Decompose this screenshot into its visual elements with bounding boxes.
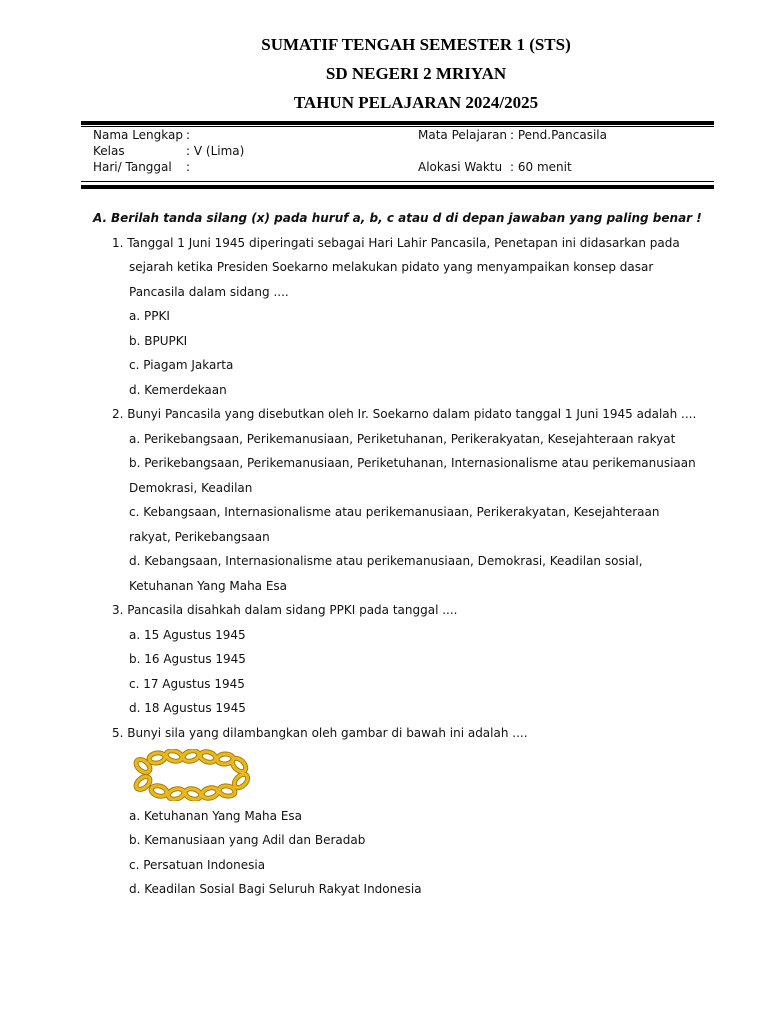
question-3-option-b: b. 16 Agustus 1945 xyxy=(129,652,246,666)
question-1-line-2: sejarah ketika Presiden Soekarno melakukan pidato yang menyampaikan konsep dasar xyxy=(129,260,654,274)
question-5-option-b: b. Kemanusiaan yang Adil dan Beradab xyxy=(129,833,366,847)
header-rule-top xyxy=(81,121,714,125)
question-2-option-c-line-2: rakyat, Perikebangsaan xyxy=(129,530,270,544)
question-2-option-b-line-1: b. Perikebangsaan, Perikemanusiaan, Periketuhanan, Internasionalisme atau perikemanusiaan xyxy=(129,456,696,470)
kelas-label: Kelas xyxy=(93,144,125,158)
nama-label: Nama Lengkap xyxy=(93,128,183,142)
question-1-line-3: Pancasila dalam sidang .... xyxy=(129,285,289,299)
question-5-option-d: d. Keadilan Sosial Bagi Seluruh Rakyat Indonesia xyxy=(129,882,422,896)
header-rule-bottom xyxy=(81,185,714,189)
academic-year: TAHUN PELAJARAN 2024/2025 xyxy=(293,93,539,112)
exam-title: SUMATIF TENGAH SEMESTER 1 (STS) xyxy=(261,35,571,54)
question-2-line-1: 2. Bunyi Pancasila yang disebutkan oleh Ir. Soekarno dalam pidato tanggal 1 Juni 1945 adalah .... xyxy=(112,407,697,421)
question-1-line-1: 1. Tanggal 1 Juni 1945 diperingati sebagai Hari Lahir Pancasila, Penetapan ini didasarkan pada xyxy=(112,236,680,250)
gold-chain-icon xyxy=(129,749,253,801)
header-rule-top-thin xyxy=(81,126,714,127)
question-2-option-d-line-1: d. Kebangsaan, Internasionalisme atau perikemanusiaan, Demokrasi, Keadilan sosial, xyxy=(129,554,643,568)
question-1-option-d: d. Kemerdekaan xyxy=(129,383,227,397)
section-a-instruction: Berilah tanda silang (x) pada huruf a, b, c atau d di depan jawaban yang paling benar ! xyxy=(111,211,702,225)
question-5-option-c: c. Persatuan Indonesia xyxy=(129,858,266,872)
question-1-option-b: b. BPUPKI xyxy=(129,334,188,348)
kelas-value: : V (Lima) xyxy=(186,144,245,158)
header-rule-bottom-thin xyxy=(81,181,714,182)
question-2-option-d-line-2: Ketuhanan Yang Maha Esa xyxy=(129,579,288,593)
mapel-value: : Pend.Pancasila xyxy=(510,128,607,142)
question-2-option-a: a. Perikebangsaan, Perikemanusiaan, Periketuhanan, Perikerakyatan, Kesejahteraan rakyat xyxy=(129,432,676,446)
mapel-label: Mata Pelajaran xyxy=(418,128,508,142)
question-1-option-c: c. Piagam Jakarta xyxy=(129,358,234,372)
question-2-option-b-line-2: Demokrasi, Keadilan xyxy=(129,481,253,495)
school-name: SD NEGERI 2 MRIYAN xyxy=(325,64,507,83)
question-2-option-c-line-1: c. Kebangsaan, Internasionalisme atau perikemanusiaan, Perikerakyatan, Kesejahteraan xyxy=(129,505,660,519)
question-3-option-c: c. 17 Agustus 1945 xyxy=(129,677,245,691)
waktu-value: : 60 menit xyxy=(510,160,572,174)
question-3-option-a: a. 15 Agustus 1945 xyxy=(129,628,246,642)
question-5-line-1: 5. Bunyi sila yang dilambangkan oleh gambar di bawah ini adalah .... xyxy=(112,726,528,740)
hari-value: : xyxy=(186,160,191,174)
question-1-option-a: a. PPKI xyxy=(129,309,170,323)
question-5-option-a: a. Ketuhanan Yang Maha Esa xyxy=(129,809,303,823)
question-3-line-1: 3. Pancasila disahkah dalam sidang PPKI pada tanggal .... xyxy=(112,603,458,617)
waktu-label: Alokasi Waktu xyxy=(418,160,503,174)
section-a-letter: A. xyxy=(93,211,108,225)
nama-value: : xyxy=(186,128,191,142)
question-3-option-d: d. 18 Agustus 1945 xyxy=(129,701,246,715)
hari-label: Hari/ Tanggal xyxy=(93,160,172,174)
